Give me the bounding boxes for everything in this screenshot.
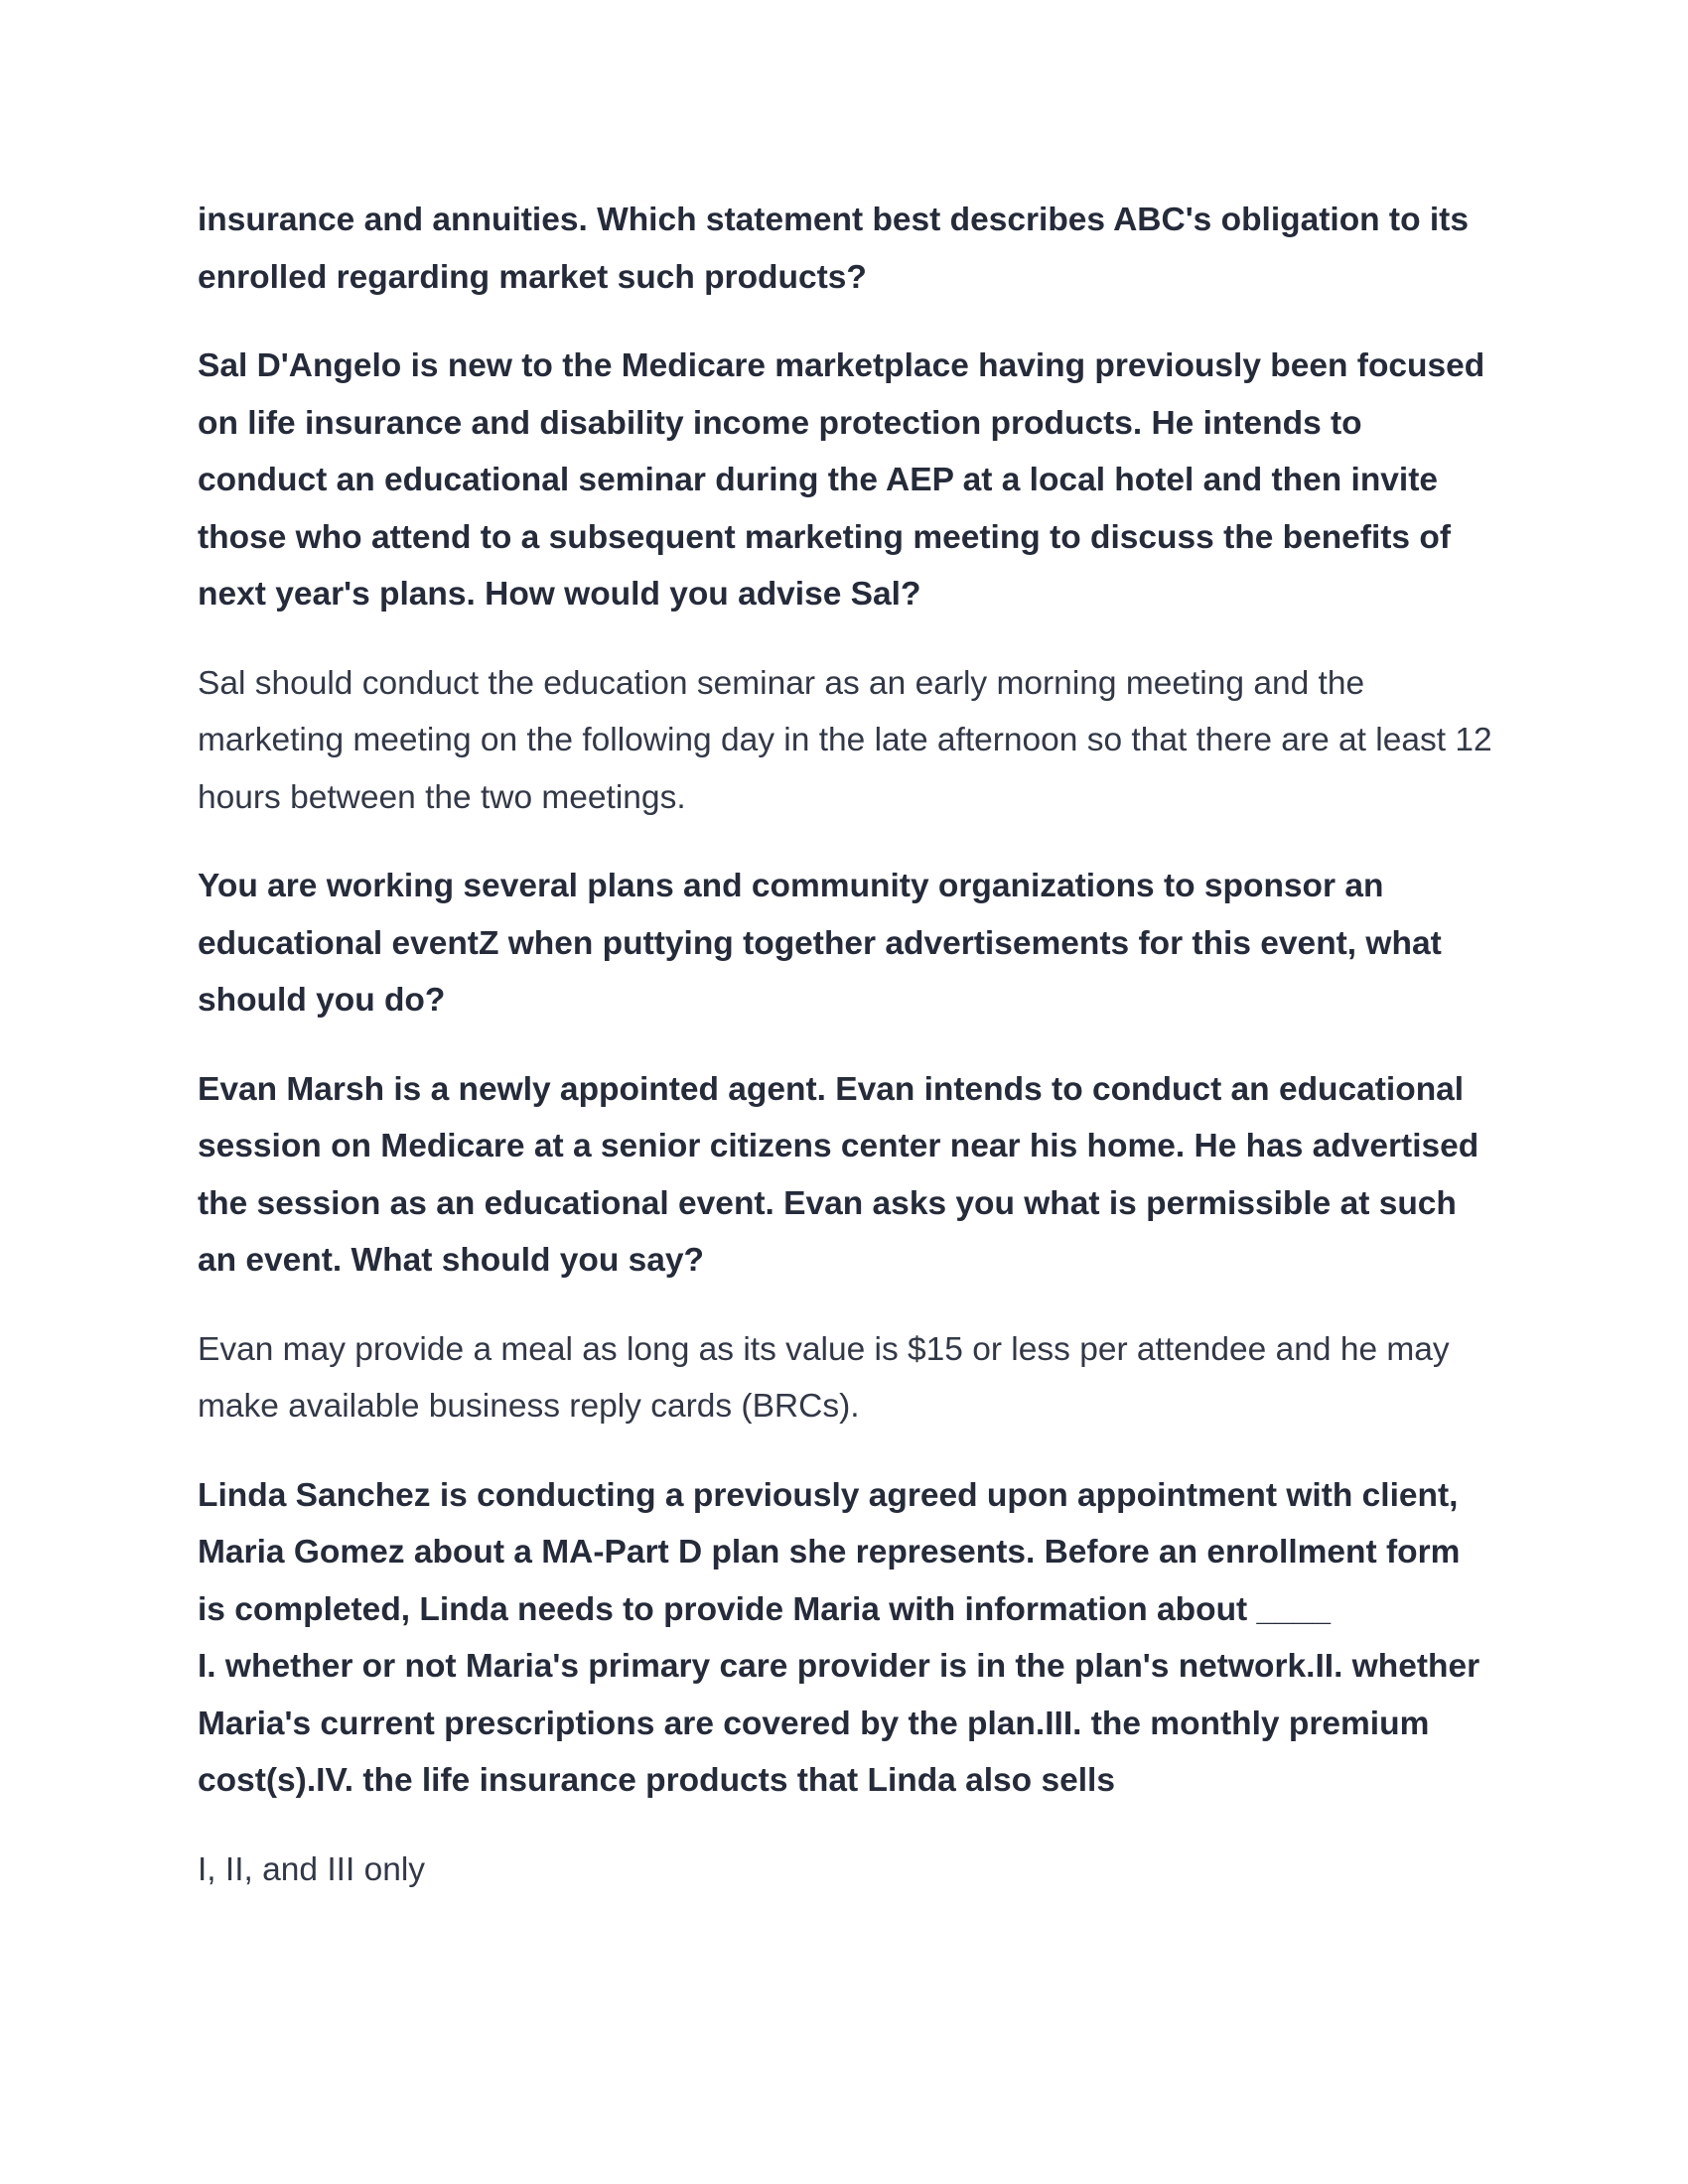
text-line: Sal D'Angelo is new to the Medicare marketplace having previously been focused: [198, 347, 1485, 384]
text-line: I, II, and III only: [198, 1850, 426, 1888]
text-line: Evan may provide a meal as long as its value is $15 or less per attendee and he may: [198, 1330, 1450, 1368]
text-line: conduct an educational seminar during the AEP at a local hotel and then invite: [198, 462, 1439, 498]
text-line: marketing meeting on the following day in the late afternoon so that there are at least 12: [198, 722, 1492, 758]
text-line: cost(s).IV. the life insurance products that Linda also sells: [198, 1762, 1115, 1799]
text-line: insurance and annuities. Which statement best describes ABC's obligation to its: [198, 202, 1469, 238]
text-line: You are working several plans and community organizations to sponsor an: [198, 868, 1384, 904]
text-line: I. whether or not Maria's primary care provider is in the plan's network.II. whether: [198, 1648, 1480, 1685]
text-line: Sal should conduct the education seminar as an early morning meeting and the: [198, 664, 1365, 702]
text-line: educational eventZ when puttying together advertisements for this event, what: [198, 924, 1442, 962]
question-sponsor-event: [198, 858, 1498, 1029]
text-line: next year's plans. How would you advise Sal?: [198, 576, 921, 613]
text-line: those who attend to a subsequent marketing meeting to discuss the benefits of: [198, 518, 1451, 556]
text-line: session on Medicare at a senior citizens center near his home. He has advertised: [198, 1128, 1479, 1164]
question-abc-obligation: [198, 192, 1498, 306]
question-evan-marsh: [198, 1061, 1498, 1290]
text-line: is completed, Linda needs to provide Maria with information about ____: [198, 1590, 1332, 1628]
answer-sal-dangelo: [198, 655, 1498, 827]
text-line: Linda Sanchez is conducting a previously agreed upon appointment with client,: [198, 1476, 1459, 1514]
text-line: Evan Marsh is a newly appointed agent. Evan intends to conduct an educational: [198, 1070, 1465, 1108]
answer-evan-marsh: [198, 1321, 1498, 1435]
question-sal-dangelo: [198, 338, 1498, 623]
text-line: Maria Gomez about a MA-Part D plan she represents. Before an enrollment form: [198, 1534, 1461, 1570]
text-line: make available business reply cards (BRCs).: [198, 1388, 860, 1425]
text-line: the session as an educational event. Evan asks you what is permissible at such: [198, 1184, 1457, 1222]
text-line: Maria's current prescriptions are covered by the plan.III. the monthly premium: [198, 1705, 1430, 1742]
text-line: an event. What should you say?: [198, 1242, 705, 1279]
text-line: on life insurance and disability income protection products. He intends to: [198, 404, 1362, 442]
answer-linda-sanchez: [198, 1842, 1498, 1899]
text-line: enrolled regarding market such products?: [198, 258, 867, 296]
text-line: hours between the two meetings.: [198, 778, 686, 816]
text-line: should you do?: [198, 982, 446, 1019]
document-page: [198, 192, 1498, 1930]
question-linda-sanchez: [198, 1467, 1498, 1810]
